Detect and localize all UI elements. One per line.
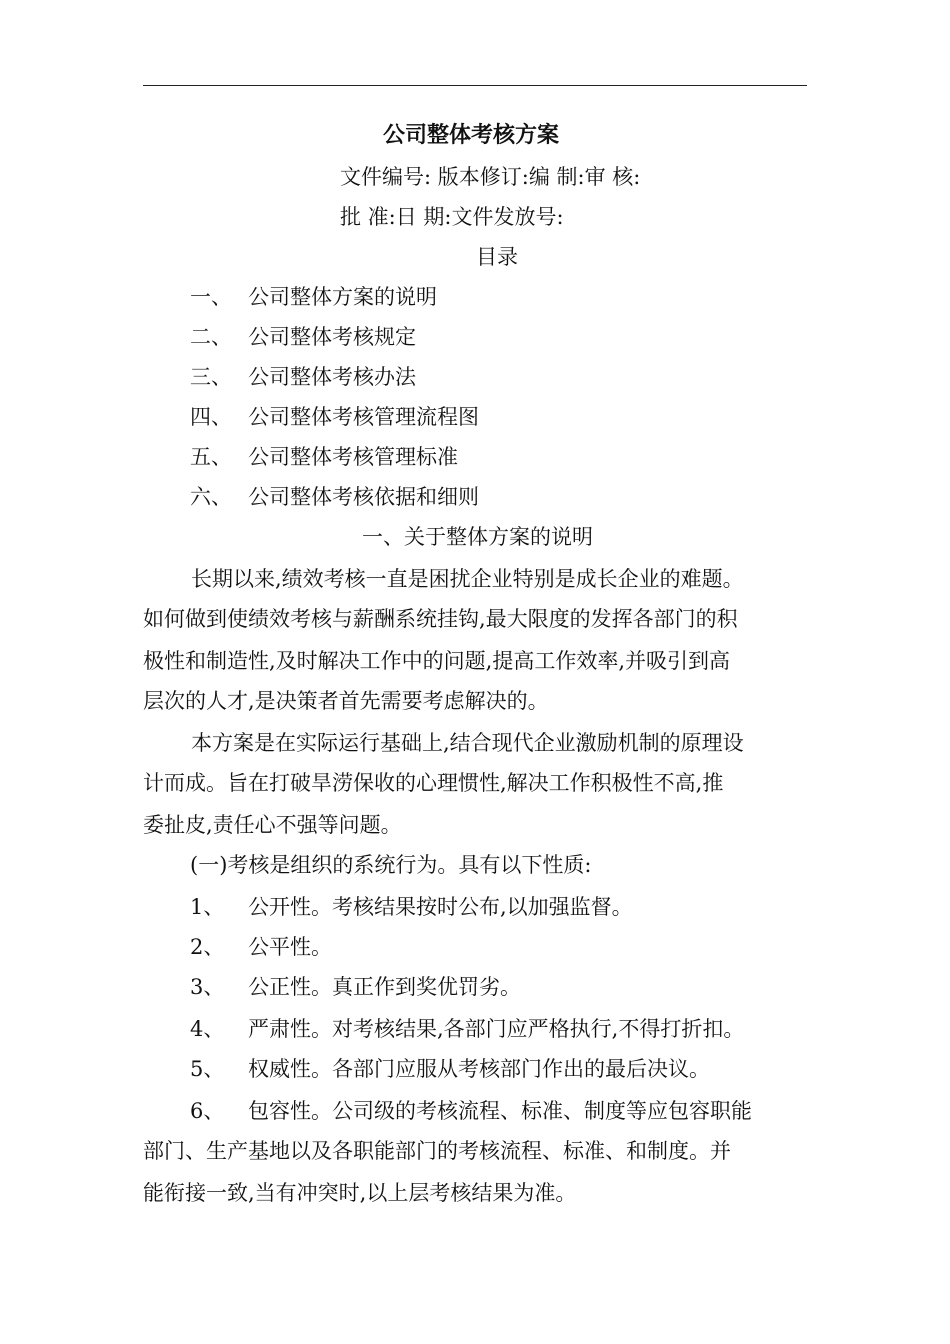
paragraph-line: 委扯皮,责任心不强等问题。: [143, 813, 402, 837]
header-rule: [143, 85, 807, 86]
list-item-number: 5、: [190, 1057, 225, 1081]
document-meta-line-1: 文件编号: 版本修订:编 制:审 核:: [340, 165, 641, 189]
toc-item-text: 公司整体考核办法: [248, 365, 416, 389]
list-item-number: 1、: [190, 895, 225, 919]
list-item-text: 公开性。考核结果按时公布,以加强监督。: [248, 895, 633, 919]
list-item-number: 2、: [190, 935, 225, 959]
toc-item-number: 三、: [190, 365, 232, 389]
toc-item-number: 一、: [190, 285, 232, 309]
toc-item-text: 公司整体方案的说明: [248, 285, 437, 309]
list-item-text: 公平性。: [248, 935, 332, 959]
paragraph-line: 计而成。旨在打破旱涝保收的心理惯性,解决工作积极性不高,推: [143, 771, 724, 795]
toc-item-number: 二、: [190, 325, 232, 349]
list-item-text: 严肃性。对考核结果,各部门应严格执行,不得打折扣。: [248, 1017, 745, 1041]
list-item-number: 6、: [190, 1099, 225, 1123]
toc-item-text: 公司整体考核管理流程图: [248, 405, 479, 429]
paragraph-line: 层次的人才,是决策者首先需要考虑解决的。: [143, 689, 549, 713]
paragraph-line: 如何做到使绩效考核与薪酬系统挂钩,最大限度的发挥各部门的积: [143, 607, 738, 631]
toc-item-text: 公司整体考核规定: [248, 325, 416, 349]
toc-item-number: 四、: [190, 405, 232, 429]
document-title: 公司整体考核方案: [383, 122, 560, 148]
document-meta-line-2: 批 准:日 期:文件发放号:: [340, 205, 564, 229]
list-item-continuation: 部门、生产基地以及各职能部门的考核流程、标准、和制度。并: [143, 1139, 731, 1163]
list-item-number: 4、: [190, 1017, 225, 1041]
section-heading: 一、关于整体方案的说明: [362, 525, 593, 549]
list-item-text: 包容性。公司级的考核流程、标准、制度等应包容职能: [248, 1099, 752, 1123]
paragraph-line: 长期以来,绩效考核一直是困扰企业特别是成长企业的难题。: [191, 567, 744, 591]
list-item-text: 权威性。各部门应服从考核部门作出的最后决议。: [248, 1057, 710, 1081]
toc-item-number: 五、: [190, 445, 232, 469]
paragraph-line: 本方案是在实际运行基础上,结合现代企业激励机制的原理设: [191, 731, 744, 755]
list-item-number: 3、: [190, 975, 225, 999]
toc-heading: 目录: [476, 245, 518, 269]
list-item-text: 公正性。真正作到奖优罚劣。: [248, 975, 521, 999]
list-item-continuation: 能衔接一致,当有冲突时,以上层考核结果为准。: [143, 1181, 577, 1205]
subsection-heading: (一)考核是组织的系统行为。具有以下性质:: [190, 853, 592, 877]
toc-item-text: 公司整体考核管理标准: [248, 445, 458, 469]
toc-item-number: 六、: [190, 485, 232, 509]
paragraph-line: 极性和制造性,及时解决工作中的问题,提高工作效率,并吸引到高: [143, 649, 731, 673]
toc-item-text: 公司整体考核依据和细则: [248, 485, 479, 509]
